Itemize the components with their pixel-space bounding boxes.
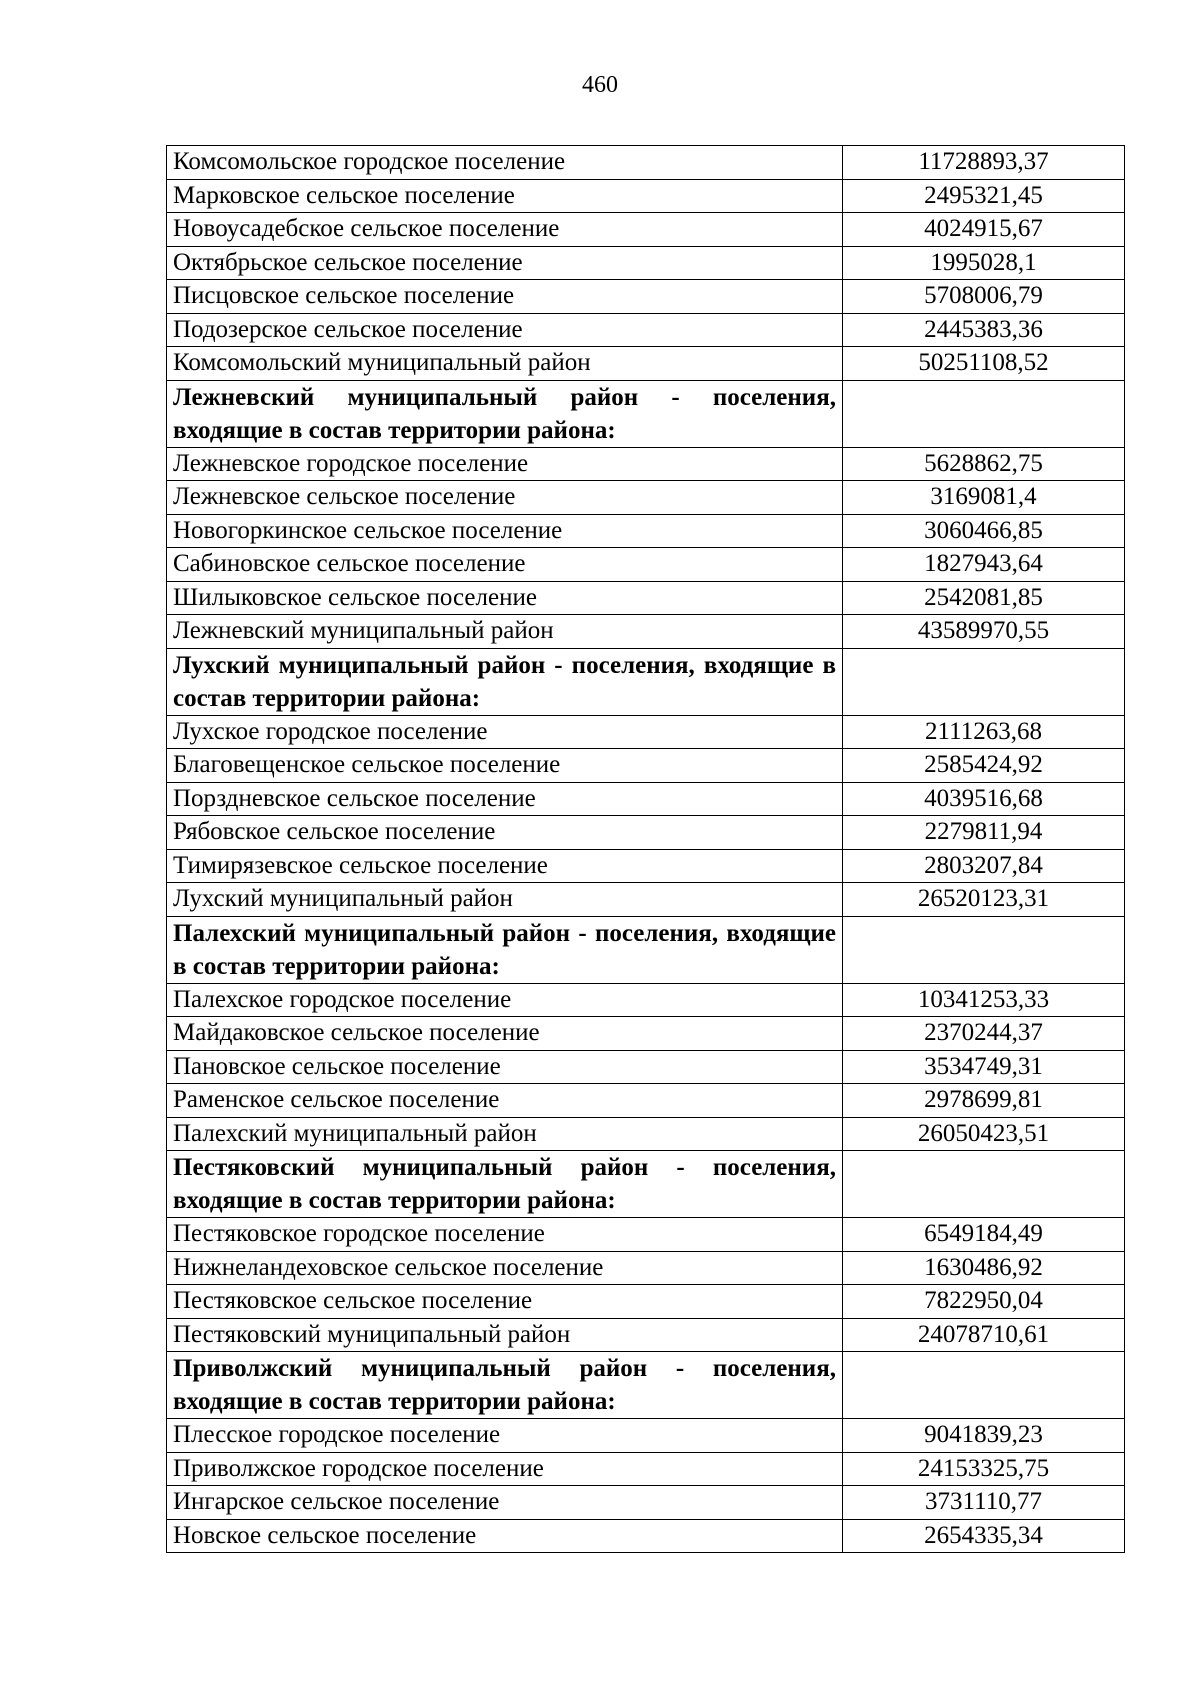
settlement-name-cell: Благовещенское сельское поселение xyxy=(167,749,843,783)
amount-cell: 2111263,68 xyxy=(843,715,1125,749)
amount-cell: 2542081,85 xyxy=(843,581,1125,615)
settlement-name-cell: Новское сельское поселение xyxy=(167,1519,843,1553)
table-row xyxy=(167,1117,1125,1151)
table-row xyxy=(167,715,1125,749)
table-row xyxy=(167,213,1125,247)
amount-cell: 1630486,92 xyxy=(843,1251,1125,1285)
district-heading-row xyxy=(167,648,1125,715)
amount-cell: 10341253,33 xyxy=(843,983,1125,1017)
settlement-name-cell: Лежневское сельское поселение xyxy=(167,481,843,515)
amount-cell: 5708006,79 xyxy=(843,280,1125,314)
settlement-name-cell: Ингарское сельское поселение xyxy=(167,1486,843,1520)
settlement-name-cell: Лежневское городское поселение xyxy=(167,447,843,481)
amount-cell: 2803207,84 xyxy=(843,849,1125,883)
settlement-name-cell: Пестяковское городское поселение xyxy=(167,1218,843,1252)
table-row xyxy=(167,816,1125,850)
table-row xyxy=(167,749,1125,783)
settlement-name-cell: Приволжское городское поселение xyxy=(167,1452,843,1486)
table-row xyxy=(167,1318,1125,1352)
table-row xyxy=(167,347,1125,381)
district-heading-row xyxy=(167,916,1125,983)
amount-cell: 2495321,45 xyxy=(843,179,1125,213)
table-row xyxy=(167,1419,1125,1453)
amount-cell: 1995028,1 xyxy=(843,246,1125,280)
amount-cell: 4039516,68 xyxy=(843,782,1125,816)
table-row xyxy=(167,1218,1125,1252)
table-row xyxy=(167,1452,1125,1486)
settlement-name-cell: Лухское городское поселение xyxy=(167,715,843,749)
table-row xyxy=(167,313,1125,347)
table-row xyxy=(167,1486,1125,1520)
settlement-name-cell: Лухский муниципальный район xyxy=(167,883,843,917)
table-row xyxy=(167,548,1125,582)
settlement-name-cell: Нижнеландеховское сельское поселение xyxy=(167,1251,843,1285)
settlement-name-cell: Рябовское сельское поселение xyxy=(167,816,843,850)
budget-table xyxy=(166,145,1125,1553)
amount-cell: 4024915,67 xyxy=(843,213,1125,247)
amount-cell: 24153325,75 xyxy=(843,1452,1125,1486)
amount-cell: 2445383,36 xyxy=(843,313,1125,347)
district-heading-row xyxy=(167,380,1125,447)
amount-cell: 50251108,52 xyxy=(843,347,1125,381)
district-heading-row xyxy=(167,1352,1125,1419)
settlement-name-cell: Комсомольское городское поселение xyxy=(167,146,843,180)
table-row xyxy=(167,1017,1125,1051)
settlement-name-cell: Октябрьское сельское поселение xyxy=(167,246,843,280)
amount-cell xyxy=(843,1151,1125,1218)
settlement-name-cell: Палехский муниципальный район xyxy=(167,1117,843,1151)
settlement-name-cell: Новогоркинское сельское поселение xyxy=(167,514,843,548)
settlement-name-cell: Порздневское сельское поселение xyxy=(167,782,843,816)
table-body xyxy=(167,146,1125,1553)
amount-cell: 43589970,55 xyxy=(843,615,1125,649)
amount-cell: 2585424,92 xyxy=(843,749,1125,783)
amount-cell: 5628862,75 xyxy=(843,447,1125,481)
district-heading-cell: Лежневский муниципальный район - поселения, входящие в состав территории района: xyxy=(167,380,843,447)
settlement-name-cell: Марковское сельское поселение xyxy=(167,179,843,213)
amount-cell: 3731110,77 xyxy=(843,1486,1125,1520)
table-row xyxy=(167,1084,1125,1118)
settlement-name-cell: Комсомольский муниципальный район xyxy=(167,347,843,381)
amount-cell xyxy=(843,380,1125,447)
settlement-name-cell: Пестяковское сельское поселение xyxy=(167,1285,843,1319)
amount-cell: 1827943,64 xyxy=(843,548,1125,582)
table-row xyxy=(167,849,1125,883)
amount-cell: 24078710,61 xyxy=(843,1318,1125,1352)
settlement-name-cell: Майдаковское сельское поселение xyxy=(167,1017,843,1051)
table-row xyxy=(167,883,1125,917)
page-number: 460 xyxy=(582,72,618,98)
settlement-name-cell: Плесское городское поселение xyxy=(167,1419,843,1453)
settlement-name-cell: Новоусадебское сельское поселение xyxy=(167,213,843,247)
settlement-name-cell: Сабиновское сельское поселение xyxy=(167,548,843,582)
settlement-name-cell: Палехское городское поселение xyxy=(167,983,843,1017)
settlement-name-cell: Подозерское сельское поселение xyxy=(167,313,843,347)
amount-cell: 26050423,51 xyxy=(843,1117,1125,1151)
amount-cell: 3169081,4 xyxy=(843,481,1125,515)
amount-cell: 7822950,04 xyxy=(843,1285,1125,1319)
settlement-name-cell: Раменское сельское поселение xyxy=(167,1084,843,1118)
settlement-name-cell: Пестяковский муниципальный район xyxy=(167,1318,843,1352)
settlement-name-cell: Шилыковское сельское поселение xyxy=(167,581,843,615)
district-heading-cell: Пестяковский муниципальный район - поселения, входящие в состав территории района: xyxy=(167,1151,843,1218)
amount-cell: 2370244,37 xyxy=(843,1017,1125,1051)
table-row xyxy=(167,983,1125,1017)
amount-cell: 2654335,34 xyxy=(843,1519,1125,1553)
settlement-name-cell: Писцовское сельское поселение xyxy=(167,280,843,314)
amount-cell: 11728893,37 xyxy=(843,146,1125,180)
table-row xyxy=(167,179,1125,213)
table-row xyxy=(167,1285,1125,1319)
amount-cell: 26520123,31 xyxy=(843,883,1125,917)
table-row xyxy=(167,514,1125,548)
table-row xyxy=(167,1519,1125,1553)
table-row xyxy=(167,481,1125,515)
table-row xyxy=(167,1251,1125,1285)
amount-cell: 2978699,81 xyxy=(843,1084,1125,1118)
amount-cell xyxy=(843,1352,1125,1419)
table-row xyxy=(167,146,1125,180)
settlement-name-cell: Лежневский муниципальный район xyxy=(167,615,843,649)
settlement-name-cell: Тимирязевское сельское поселение xyxy=(167,849,843,883)
table-row xyxy=(167,280,1125,314)
amount-cell: 3060466,85 xyxy=(843,514,1125,548)
settlement-name-cell: Пановское сельское поселение xyxy=(167,1050,843,1084)
amount-cell: 6549184,49 xyxy=(843,1218,1125,1252)
district-heading-row xyxy=(167,1151,1125,1218)
table-row xyxy=(167,615,1125,649)
amount-cell xyxy=(843,648,1125,715)
district-heading-cell: Приволжский муниципальный район - поселения, входящие в состав территории района: xyxy=(167,1352,843,1419)
amount-cell xyxy=(843,916,1125,983)
amount-cell: 2279811,94 xyxy=(843,816,1125,850)
table-row xyxy=(167,447,1125,481)
amount-cell: 3534749,31 xyxy=(843,1050,1125,1084)
district-heading-cell: Палехский муниципальный район - поселения, входящие в состав территории района: xyxy=(167,916,843,983)
table-row xyxy=(167,1050,1125,1084)
table-row xyxy=(167,581,1125,615)
amount-cell: 9041839,23 xyxy=(843,1419,1125,1453)
district-heading-cell: Лухский муниципальный район - поселения, входящие в состав территории района: xyxy=(167,648,843,715)
table-row xyxy=(167,246,1125,280)
table-row xyxy=(167,782,1125,816)
